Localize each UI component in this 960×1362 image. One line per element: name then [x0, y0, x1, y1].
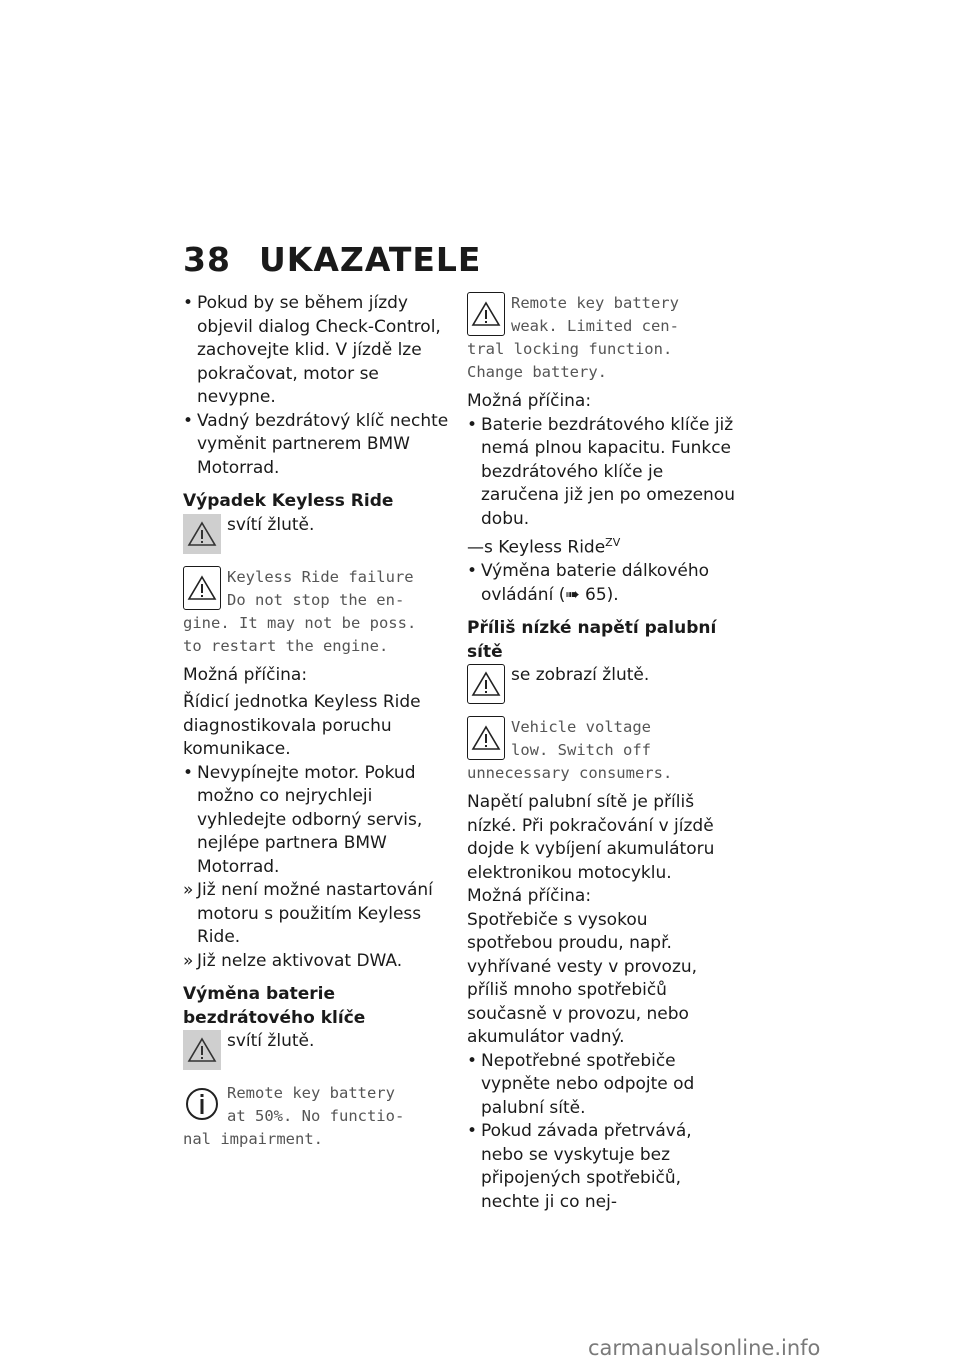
- indicator-row: [467, 664, 737, 710]
- warning-triangle-icon: [467, 716, 505, 760]
- display-message-keyless: [183, 566, 453, 658]
- message-line: Do not stop the en-: [227, 590, 405, 609]
- section-title-keyless-failure: Výpadek Keyless Ride: [183, 491, 394, 511]
- message-line: weak. Limited cen-: [511, 317, 679, 335]
- cause-label: Možná příčina:: [467, 886, 592, 907]
- body-text: Napětí palubní sítě je příliš nízké. Při pokračování v jízdě dojde k vybíjení akumulátoru elektronikou motocyklu.: [467, 792, 715, 883]
- message-line: Keyless Ride failure: [227, 567, 414, 586]
- cause-text: Řídicí jednotka Keyless Ride diagnostikovala poruchu komunikace.: [183, 692, 421, 759]
- indicator-text: se zobrazí žlutě.: [511, 665, 650, 686]
- message-line: unnecessary consumers.: [467, 764, 673, 783]
- list-item: • Pokud by se během jízdy objevil dialog Check-Control, zachovejte klid. V jízdě lze pokračovat, motor se nevypne.: [183, 292, 453, 410]
- warning-triangle-icon: [183, 566, 221, 610]
- right-column: [467, 292, 737, 1214]
- cause-label: Možná příčina:: [467, 391, 592, 411]
- watermark: carmanualsonline.info: [588, 1336, 821, 1360]
- display-message-low-voltage: [467, 716, 737, 785]
- page-title: UKAZATELE: [259, 240, 482, 279]
- list-item: • Nevypínejte motor. Pokud možno co nejrychleji vyhledejte odborný servis, nejlépe partnera BMW Motorrad.: [183, 762, 453, 880]
- message-line: Remote key battery: [511, 294, 679, 312]
- message-line: Remote key battery: [227, 1084, 395, 1102]
- message-line: tral locking function.: [467, 340, 673, 358]
- page-header: [183, 240, 481, 279]
- message-line: Change battery.: [467, 363, 607, 381]
- message-line: to restart the engine.: [183, 636, 389, 655]
- left-column: [183, 292, 453, 1151]
- list-item: • Baterie bezdrátového klíče již nemá plnou kapacitu. Funkce bezdrátového klíče je zaručena již jen po omezenou dobu.: [467, 414, 737, 532]
- warning-triangle-icon: [183, 1030, 221, 1070]
- page-ref-arrow-icon: ➠: [565, 584, 586, 605]
- message-line: Vehicle voltage: [511, 718, 651, 737]
- cause-label: Možná příčina:: [183, 664, 308, 685]
- result-item: » Již nelze aktivovat DWA.: [183, 950, 453, 974]
- page-number: 38: [183, 240, 231, 279]
- message-line: gine. It may not be poss.: [183, 613, 417, 632]
- section-title-low-voltage: Příliš nízké napětí palubní sítě: [467, 618, 717, 662]
- warning-triangle-icon: [467, 664, 505, 704]
- list-item: • Vadný bezdrátový klíč nechte vyměnit partnerem BMW Motorrad.: [183, 410, 453, 481]
- section-title-battery-replace: Výměna baterie bezdrátového klíče: [183, 984, 366, 1028]
- page-reference[interactable]: 65: [585, 584, 607, 605]
- display-message-battery: [183, 1082, 453, 1151]
- list-item: • Nepotřebné spotřebiče vypněte nebo odpojte od palubní sítě.: [467, 1050, 737, 1121]
- warning-triangle-icon: [467, 292, 505, 336]
- indicator-text: svítí žlutě.: [227, 1031, 315, 1051]
- indicator-row: [183, 1030, 453, 1076]
- list-item: • Výměna baterie dálkového ovládání (➠ 65).: [467, 560, 737, 607]
- message-line: low. Switch off: [511, 741, 651, 760]
- info-icon: [183, 1082, 221, 1126]
- indicator-text: svítí žlutě.: [227, 514, 315, 535]
- indicator-row: [183, 514, 453, 560]
- list-item: • Pokud závada přetrvává, nebo se vyskytuje bez připojených spotřebičů, nechte ji co nej-: [467, 1120, 737, 1214]
- variant-superscript: ZV: [605, 536, 621, 549]
- message-line: at 50%. No functio-: [227, 1107, 405, 1125]
- variant-label: —s Keyless Ride$^{ZV}$: [467, 536, 621, 558]
- warning-triangle-icon: [183, 514, 221, 554]
- message-line: nal impairment.: [183, 1130, 323, 1148]
- result-item: » Již není možné nastartování motoru s použitím Keyless Ride.: [183, 879, 453, 950]
- cause-text: Spotřebiče s vysokou spotřebou proudu, např. vyhřívané vesty v provozu, příliš mnoho spotřebičů současně v provozu, nebo akumulátor vadný.: [467, 909, 698, 1048]
- display-message-battery-weak: [467, 292, 737, 384]
